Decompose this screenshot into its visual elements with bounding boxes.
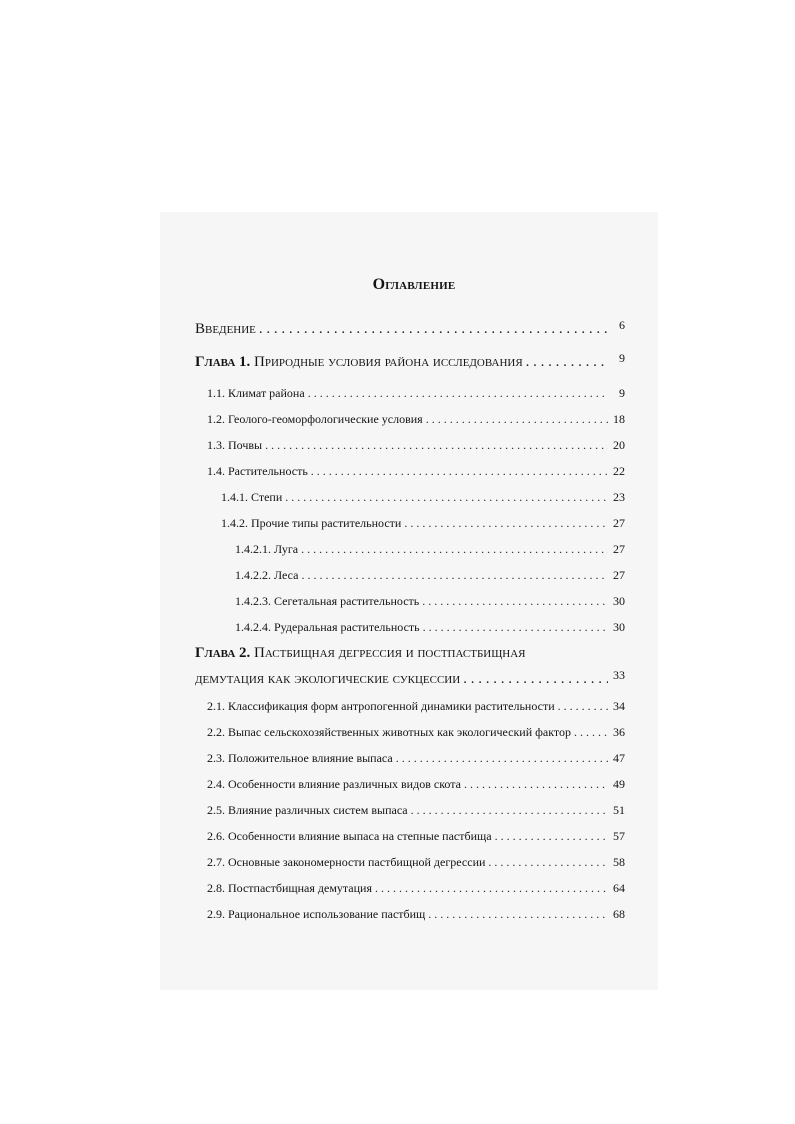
leader-dots — [301, 567, 608, 583]
toc-entry-page: 36 — [613, 725, 625, 739]
toc-entry[interactable] — [207, 880, 625, 898]
toc-entry-chapter-2[interactable] — [195, 670, 625, 692]
toc-entry-introduction[interactable] — [195, 320, 625, 342]
toc-entry-page: 27 — [613, 568, 625, 582]
toc-entry-page: 68 — [613, 907, 625, 921]
toc-entry-label: 2.7. Основные закономерности пастбищной дегрессии — [207, 855, 486, 869]
toc-entry[interactable] — [235, 541, 625, 559]
leader-dots — [422, 593, 608, 609]
toc-entry-label: 1.1. Климат района — [207, 386, 305, 400]
leader-dots — [375, 880, 608, 896]
toc-entry-label: 1.4.2. Прочие типы растительности — [221, 516, 402, 530]
chapter-title-continuation: демутация как экологические сукцессии — [195, 671, 461, 687]
toc-entry-label: 1.4. Растительность — [207, 464, 308, 478]
leader-dots — [428, 906, 608, 922]
toc-entry[interactable] — [207, 854, 625, 872]
leader-dots — [265, 437, 608, 453]
toc-entry-label: 1.4.2.1. Луга — [235, 542, 299, 556]
toc-entry[interactable] — [207, 776, 625, 794]
toc-entry-page: 49 — [613, 777, 625, 791]
leader-dots — [311, 463, 608, 479]
toc-entry-page: 27 — [613, 542, 625, 556]
leader-dots — [285, 489, 608, 505]
toc-entry-page: 18 — [613, 412, 625, 426]
chapter-number: Глава 2. — [195, 645, 251, 661]
leader-dots — [411, 802, 608, 818]
leader-dots — [526, 353, 608, 371]
toc-entry-label: 2.6. Особенности влияние выпаса на степные пастбища — [207, 829, 492, 843]
toc-entry-label: 2.3. Положительное влияние выпаса — [207, 751, 393, 765]
chapter-title: Природные условия района исследования — [254, 354, 523, 370]
chapter-title: Пастбищная дегрессия и постпастбищная — [254, 645, 526, 661]
toc-entry-page: 20 — [613, 438, 625, 452]
toc-entry[interactable] — [207, 906, 625, 924]
toc-entry-page: 64 — [613, 881, 625, 895]
chapter-number: Глава 1. — [195, 354, 251, 370]
toc-entry-page: 30 — [613, 620, 625, 634]
toc-entry-chapter-1[interactable] — [195, 353, 625, 375]
toc-entry-page: 23 — [613, 490, 625, 504]
toc-entry-label: 1.4.2.4. Рудеральная растительность — [235, 620, 420, 634]
toc-entry[interactable] — [207, 802, 625, 820]
toc-entry[interactable] — [207, 750, 625, 768]
toc-entry[interactable] — [207, 463, 625, 481]
toc-entry-page: 30 — [613, 594, 625, 608]
leader-dots — [495, 828, 608, 844]
toc-entry-chapter-2-line1[interactable] — [195, 644, 526, 662]
toc-entry-label: 1.4.2.2. Леса — [235, 568, 299, 582]
toc-entry-label: 2.4. Особенности влияние различных видов скота — [207, 777, 461, 791]
toc-entry-label: 1.2. Геолого-геоморфологические условия — [207, 412, 423, 426]
toc-entry-label — [195, 353, 523, 371]
toc-entry-page: 33 — [613, 668, 625, 682]
leader-dots — [463, 670, 608, 688]
toc-entry-page: 9 — [619, 351, 625, 365]
toc-entry-page: 9 — [619, 386, 625, 400]
toc-entry[interactable] — [207, 698, 625, 716]
toc-entry-label: Введение — [195, 321, 256, 337]
toc-entry-page: 34 — [613, 699, 625, 713]
toc-entry-page: 51 — [613, 803, 625, 817]
leader-dots — [423, 619, 608, 635]
leader-dots — [574, 724, 608, 740]
toc-entry[interactable] — [207, 411, 625, 429]
toc-entry[interactable] — [221, 489, 625, 507]
toc-entry-page: 6 — [619, 318, 625, 332]
toc-entry[interactable] — [207, 724, 625, 742]
toc-entry-page: 57 — [613, 829, 625, 843]
toc-entry-page: 58 — [613, 855, 625, 869]
leader-dots — [259, 320, 608, 338]
toc-entry-label: 1.4.1. Степи — [221, 490, 283, 504]
leader-dots — [404, 515, 608, 531]
leader-dots — [464, 776, 608, 792]
toc-entry[interactable] — [207, 385, 625, 403]
toc-entry-label: 2.5. Влияние различных систем выпаса — [207, 803, 408, 817]
toc-entry-page: 22 — [613, 464, 625, 478]
toc-entry[interactable] — [235, 567, 625, 585]
toc-entry-page: 47 — [613, 751, 625, 765]
toc-entry-label: 1.3. Почвы — [207, 438, 263, 452]
toc-entry-label: 1.4.2.3. Сегетальная растительность — [235, 594, 420, 608]
leader-dots — [488, 854, 608, 870]
toc-entry[interactable] — [207, 828, 625, 846]
toc-entry-label: 2.1. Классификация форм антропогенной динамики растительности — [207, 699, 555, 713]
toc-entry-label: 2.9. Рациональное использование пастбищ — [207, 907, 426, 921]
toc-entry[interactable] — [207, 437, 625, 455]
leader-dots — [301, 541, 608, 557]
toc-entry[interactable] — [221, 515, 625, 533]
leader-dots — [308, 385, 608, 401]
toc-title: Оглавление — [372, 276, 456, 293]
leader-dots — [426, 411, 608, 427]
leader-dots — [558, 698, 608, 714]
toc-entry-page: 27 — [613, 516, 625, 530]
toc-entry[interactable] — [235, 593, 625, 611]
toc-entry-label: 2.2. Выпас сельскохозяйственных животных как экологический фактор — [207, 725, 572, 739]
toc-entry-label: 2.8. Постпастбищная демутация — [207, 881, 372, 895]
leader-dots — [396, 750, 608, 766]
toc-entry[interactable] — [235, 619, 625, 637]
